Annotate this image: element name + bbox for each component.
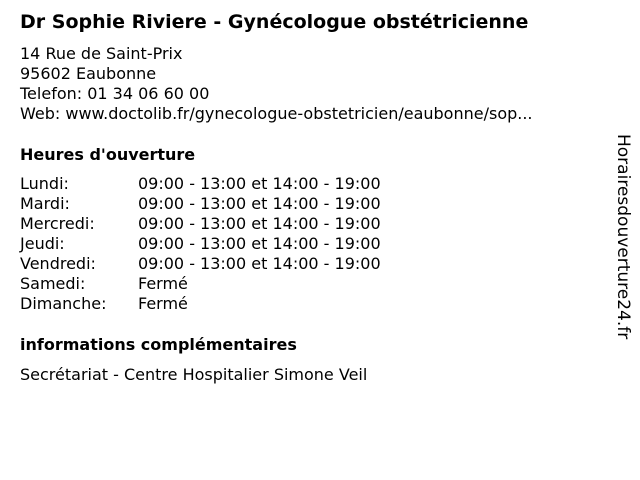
address-block: [20, 44, 533, 124]
opening-hours-heading: Heures d'ouverture: [20, 145, 196, 164]
day-label: Mardi:: [20, 194, 70, 213]
page-title: Dr Sophie Riviere - Gynécologue obstétricienne: [20, 11, 529, 33]
city-postal-code: 95602 Eaubonne: [20, 64, 157, 83]
hours-value: Fermé: [138, 294, 188, 313]
day-label: Vendredi:: [20, 254, 96, 273]
hours-value: Fermé: [138, 274, 188, 293]
additional-info-heading: informations complémentaires: [20, 335, 297, 354]
day-label: Jeudi:: [20, 234, 65, 253]
street-address: 14 Rue de Saint-Prix: [20, 44, 183, 63]
hours-value: 09:00 - 13:00 et 14:00 - 19:00: [138, 214, 381, 233]
hours-value: 09:00 - 13:00 et 14:00 - 19:00: [138, 254, 381, 273]
day-label: Dimanche:: [20, 294, 107, 313]
hours-value: 09:00 - 13:00 et 14:00 - 19:00: [138, 174, 381, 193]
day-label: Samedi:: [20, 274, 86, 293]
hours-value: 09:00 - 13:00 et 14:00 - 19:00: [138, 194, 381, 213]
hours-value: 09:00 - 13:00 et 14:00 - 19:00: [138, 234, 381, 253]
additional-info-text: Secrétariat - Centre Hospitalier Simone Veil: [20, 365, 368, 384]
website-link[interactable]: Web: www.doctolib.fr/gynecologue-obstetricien/eaubonne/sop...: [20, 104, 533, 123]
site-watermark: [612, 134, 634, 346]
day-label: Mercredi:: [20, 214, 95, 233]
day-label: Lundi:: [20, 174, 69, 193]
phone-number: Telefon: 01 34 06 60 00: [20, 84, 210, 103]
watermark-text: Horairesdouverture24.fr: [613, 134, 633, 340]
